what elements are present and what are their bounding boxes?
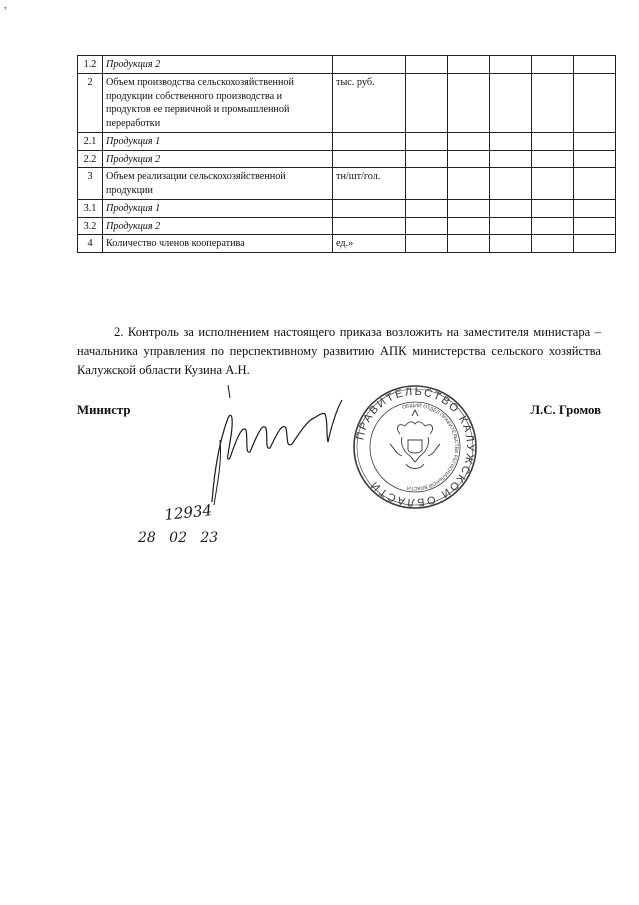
table-row [78, 199, 616, 217]
unit-cell: ед.» [333, 235, 406, 253]
handwritten-registration-icon [130, 500, 290, 550]
value-cell [448, 235, 490, 253]
table-row [78, 168, 616, 200]
value-cell [406, 199, 448, 217]
value-cell [406, 56, 448, 74]
indicator-name: Продукция 2 [103, 150, 333, 168]
table-body [78, 56, 616, 253]
indicator-name: Объем реализации сельскохозяйственной продукции [103, 168, 333, 200]
table-row [78, 73, 616, 132]
seal-outer-text: ПРАВИТЕЛЬСТВО КАЛУЖСКОЙ ОБЛАСТИ [354, 385, 477, 509]
value-cell [532, 199, 574, 217]
value-cell [574, 150, 616, 168]
row-number: 3 [78, 168, 103, 200]
unit-cell: тыс. руб. [333, 73, 406, 132]
value-cell [406, 150, 448, 168]
table-row [78, 235, 616, 253]
value-cell [574, 217, 616, 235]
value-cell [490, 235, 532, 253]
value-cell [532, 168, 574, 200]
row-number: 2.2 [78, 150, 103, 168]
value-cell [406, 235, 448, 253]
signatory-title: Министр [77, 403, 131, 417]
unit-cell [333, 199, 406, 217]
value-cell [532, 132, 574, 150]
row-number: 2.1 [78, 132, 103, 150]
seal-inner-text: ОБЩИЙ ОТДЕЛ ПРАВИТЕЛЬСТВА РЕГИОНАЛЬНОЙ ВЛАСТИ [401, 402, 460, 492]
value-cell [532, 235, 574, 253]
indicator-name: Продукция 2 [103, 217, 333, 235]
value-cell [532, 217, 574, 235]
value-cell [490, 56, 532, 74]
table-row [78, 56, 616, 74]
value-cell [406, 132, 448, 150]
row-number: 3.1 [78, 199, 103, 217]
unit-cell: тн/шт/гол. [333, 168, 406, 200]
signatory-name: Л.С. Громов [530, 403, 601, 417]
row-number: 1.2 [78, 56, 103, 74]
value-cell [574, 199, 616, 217]
svg-text:ОБЩИЙ ОТДЕЛ ПРАВИТЕЛЬСТВА РЕГИ [402, 401, 459, 491]
value-cell [448, 217, 490, 235]
unit-cell [333, 150, 406, 168]
value-cell [574, 132, 616, 150]
indicator-name: Продукция 2 [103, 56, 333, 74]
value-cell [532, 56, 574, 74]
corner-mark: , [4, 0, 7, 11]
registration-number: 12934 [163, 501, 213, 524]
indicator-name: Продукция 1 [103, 199, 333, 217]
row-number: 3.2 [78, 217, 103, 235]
value-cell [448, 132, 490, 150]
indicators-table [77, 55, 616, 253]
table-row [78, 217, 616, 235]
indicator-name: Количество членов кооператива [103, 235, 333, 253]
value-cell [574, 73, 616, 132]
value-cell [448, 56, 490, 74]
table-row [78, 132, 616, 150]
value-cell [448, 168, 490, 200]
indicator-name: Продукция 1 [103, 132, 333, 150]
row-number: 2 [78, 73, 103, 132]
unit-cell [333, 132, 406, 150]
value-cell [574, 235, 616, 253]
registration-date: 28 02 23 [138, 530, 219, 546]
value-cell [532, 73, 574, 132]
handwritten-signature-icon [190, 380, 350, 510]
value-cell [574, 56, 616, 74]
table-row [78, 150, 616, 168]
value-cell [490, 73, 532, 132]
value-cell [490, 168, 532, 200]
unit-cell [333, 217, 406, 235]
value-cell [448, 199, 490, 217]
value-cell [574, 168, 616, 200]
value-cell [406, 217, 448, 235]
value-cell [448, 150, 490, 168]
official-seal-icon [350, 382, 480, 512]
value-cell [406, 168, 448, 200]
value-cell [490, 132, 532, 150]
value-cell [532, 150, 574, 168]
value-cell [490, 150, 532, 168]
value-cell [490, 199, 532, 217]
indicator-name: Объем производства сельскохозяйственной продукции собственного производства и продуктов ее первичной и промышленной переработки [103, 73, 333, 132]
value-cell [406, 73, 448, 132]
value-cell [448, 73, 490, 132]
row-number: 4 [78, 235, 103, 253]
unit-cell [333, 56, 406, 74]
control-paragraph: 2. Контроль за исполнением настоящего приказа возложить на заместителя министара – начальника управления по перспективному развитию АПК министерства сельского хозяйства Калужской области Кузина А.Н. [77, 325, 601, 377]
value-cell [490, 217, 532, 235]
